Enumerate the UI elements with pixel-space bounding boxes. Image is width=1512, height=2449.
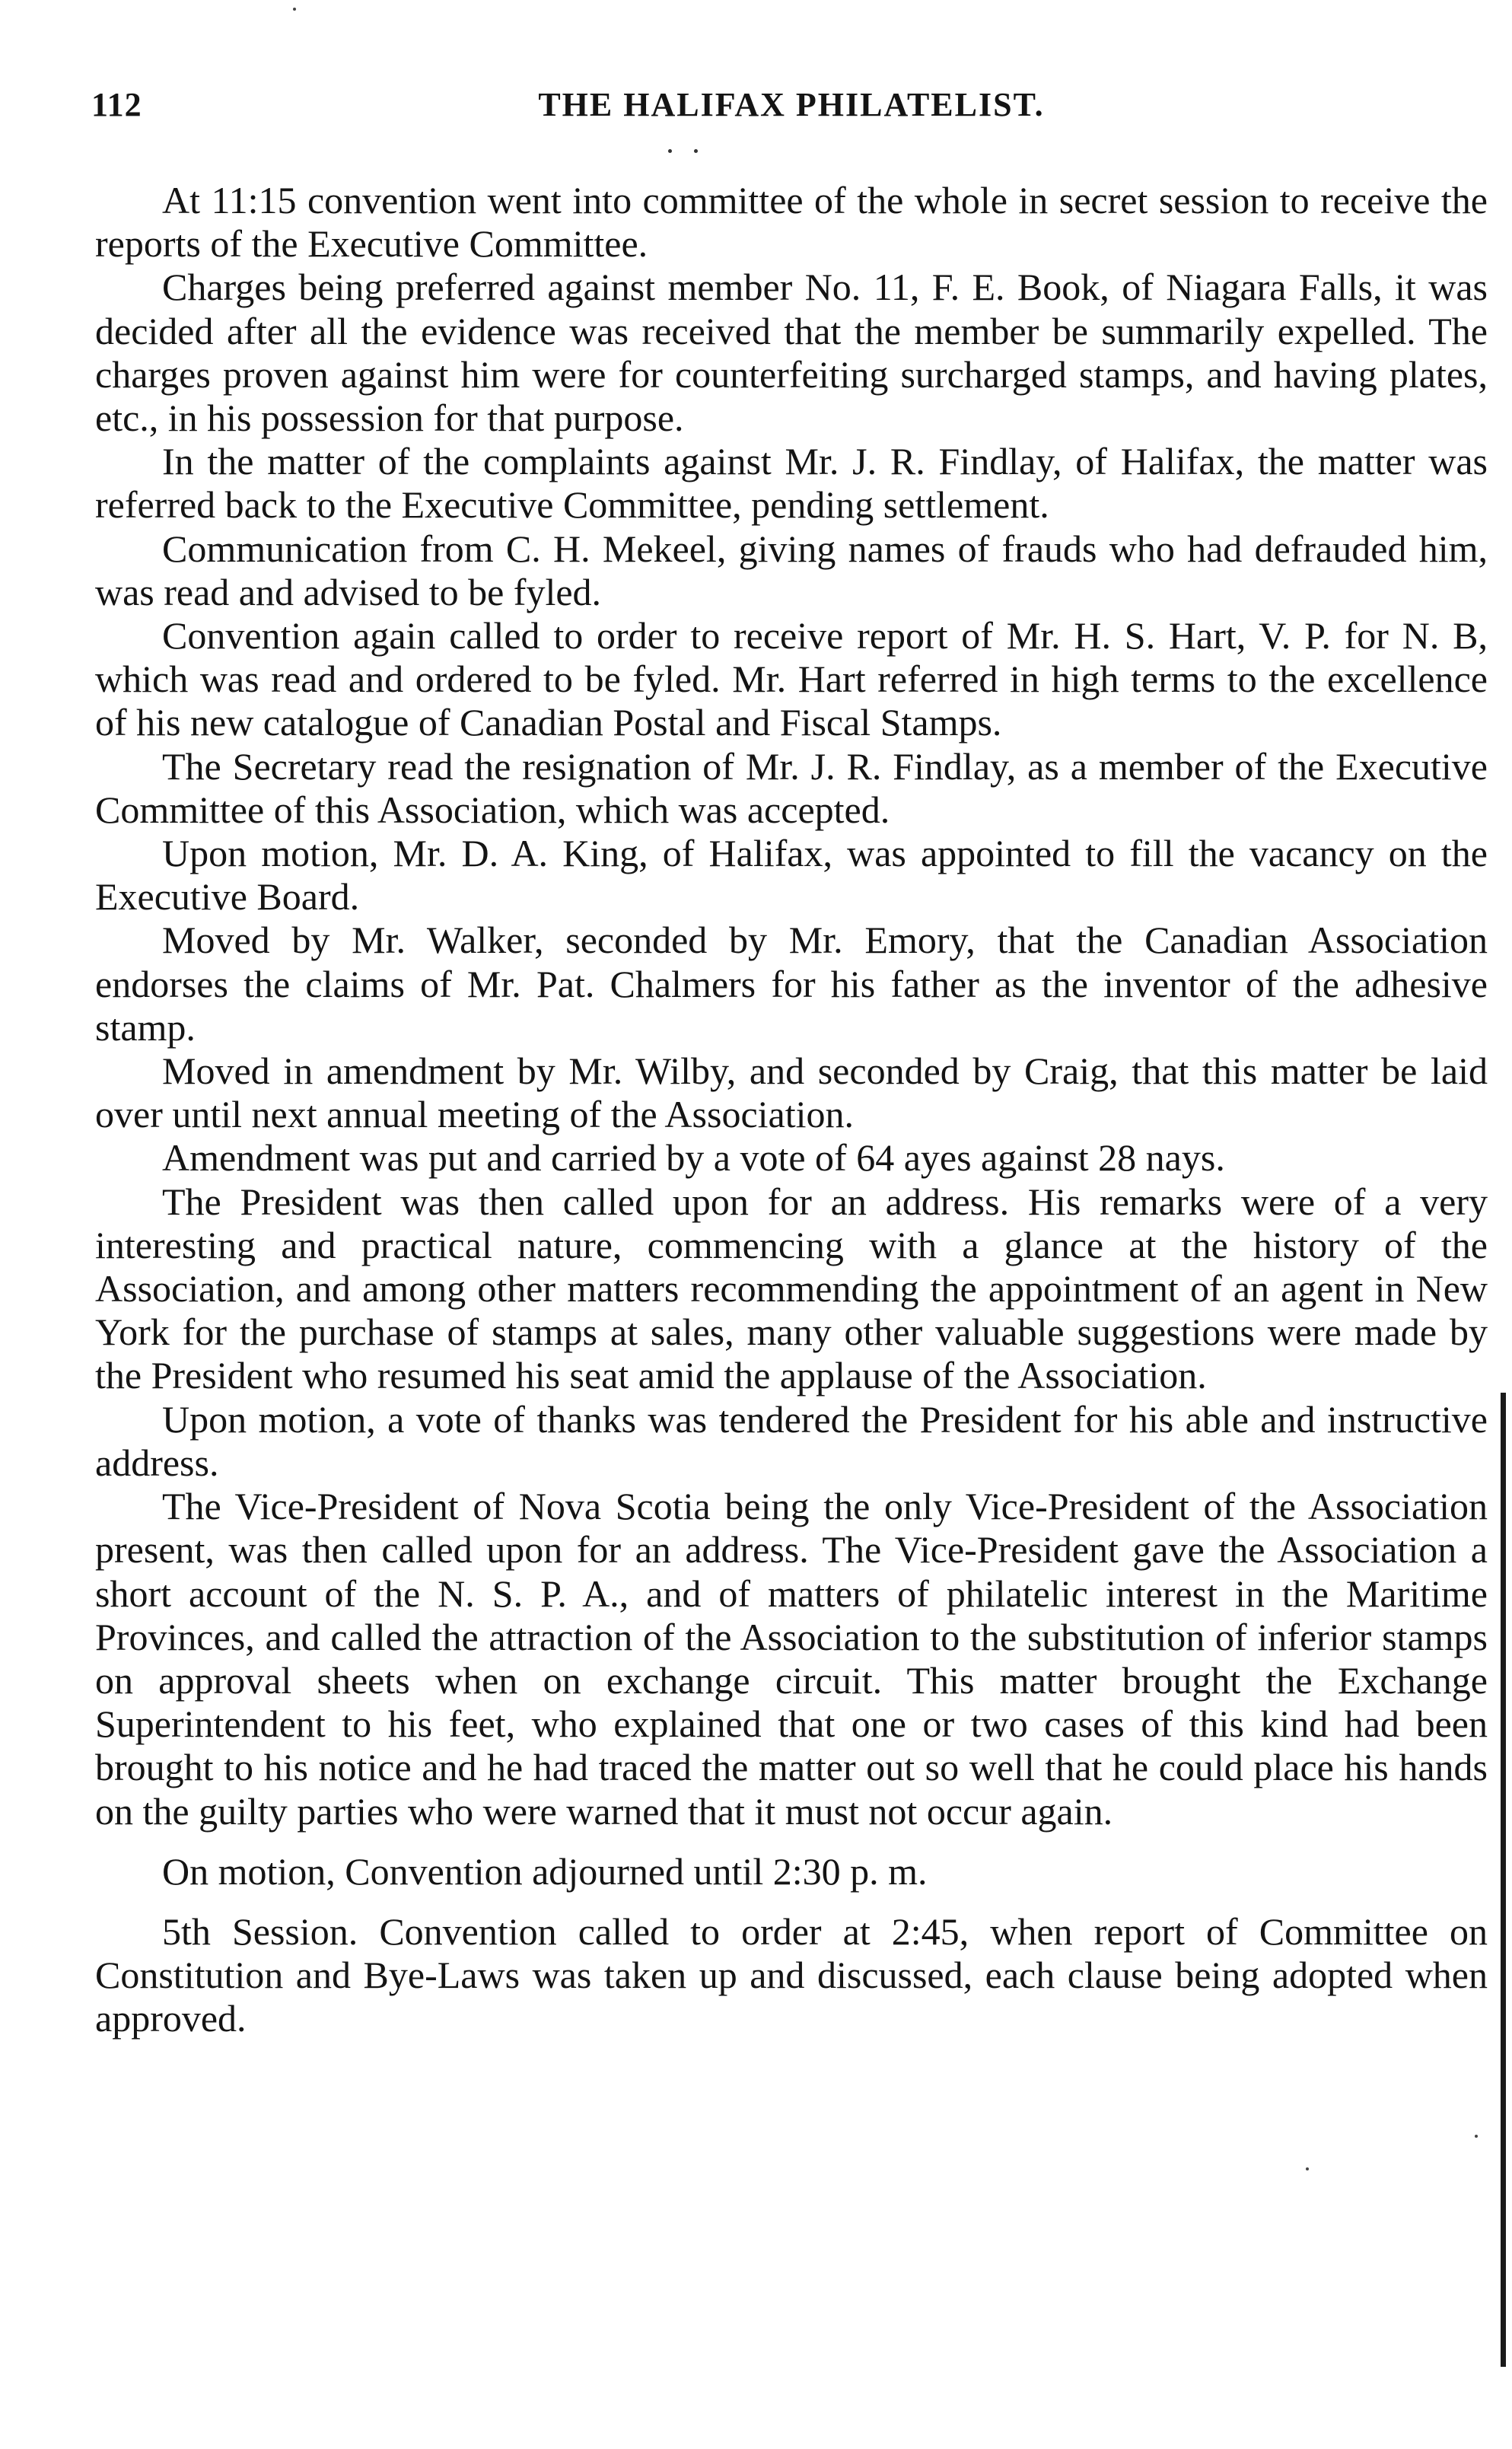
running-head — [91, 85, 1491, 139]
paragraph: Upon motion, Mr. D. A. King, of Halifax, was appointed to fill the vacancy on the Executive Board. — [95, 832, 1488, 919]
print-speck — [293, 8, 296, 11]
print-speck — [1475, 2135, 1478, 2138]
paragraph: 5th Session. Convention called to order at 2:45, when report of Committee on Constitution and Bye-Laws was taken up and discussed, each clause being adopted when approved. — [95, 1909, 1488, 2040]
paragraph: Communication from C. H. Mekeel, giving names of frauds who had defrauded him, was read and advised to be fyled. — [95, 527, 1488, 613]
paragraph: In the matter of the complaints against Mr. J. R. Findlay, of Halifax, the matter was referred back to the Executive Committee, pending settlement. — [95, 440, 1488, 527]
paragraph: On motion, Convention adjourned until 2:30 p. m. — [162, 1849, 928, 1893]
paragraph: The President was then called upon for an address. His remarks were of a very interesting and practical nature, commencing with a glance at the history of the Association, and among other matters recommending the appointment of an agent in New York for the purchase of stamps at sales, many other valuable suggestions were made by the President who resumed his seat amid the applause of the Association. — [95, 1180, 1488, 1397]
paragraph: The Secretary read the resignation of Mr. J. R. Findlay, as a member of the Executive Committee of this Association, which was accepted. — [95, 744, 1488, 831]
paragraph: Moved in amendment by Mr. Wilby, and seconded by Craig, that this matter be laid over until next annual meeting of the Association. — [95, 1049, 1488, 1136]
page-edge-shadow — [1501, 1393, 1506, 2367]
paragraph: Moved by Mr. Walker, seconded by Mr. Emory, that the Canadian Association endorses the claims of Mr. Pat. Chalmers for his father as the inventor of the adhesive stamp. — [95, 919, 1488, 1049]
print-speck — [668, 149, 672, 153]
page-number: 112 — [91, 86, 142, 123]
paragraph: Convention again called to order to receive report of Mr. H. S. Hart, V. P. for N. B, which was read and ordered to be fyled. Mr. Hart referred in high terms to the excellence of his new catalogue of Canadian Postal and Fiscal Stamps. — [95, 614, 1488, 744]
print-speck — [694, 149, 698, 153]
paragraph: The Vice-President of Nova Scotia being the only Vice-President of the Association present, was then called upon for an address. The Vice-President gave the Association a short account of the N. S. P. A., and of matters of philatelic interest in the Maritime Provinces, and called the attraction of the Association to the substitution of inferior stamps on approval sheets when on exchange circuit. This matter brought the Exchange Superintendent to his feet, who explained that one or two cases of this kind had been brought to his notice and he had traced the matter out so well that he could place his hands on the guilty parties who were warned that it must not occur again. — [95, 1485, 1488, 1833]
print-speck — [1306, 2167, 1309, 2170]
article-body — [95, 179, 1488, 2041]
paragraph: Amendment was put and carried by a vote of 64 ayes against 28 nays. — [162, 1136, 1225, 1180]
paragraph: Upon motion, a vote of thanks was tendered the President for his able and instructive address. — [95, 1397, 1488, 1484]
paragraph: Charges being preferred against member No. 11, F. E. Book, of Niagara Falls, it was decided after all the evidence was received that the member be summarily expelled. The charges proven against him were for counterfeiting surcharged stamps, and having plates, etc., in his possession for that purpose. — [95, 266, 1488, 440]
paragraph: At 11:15 convention went into committee of the whole in secret session to receive the reports of the Executive Committee. — [95, 179, 1488, 266]
journal-title: THE HALIFAX PHILATELIST. — [538, 86, 1045, 123]
